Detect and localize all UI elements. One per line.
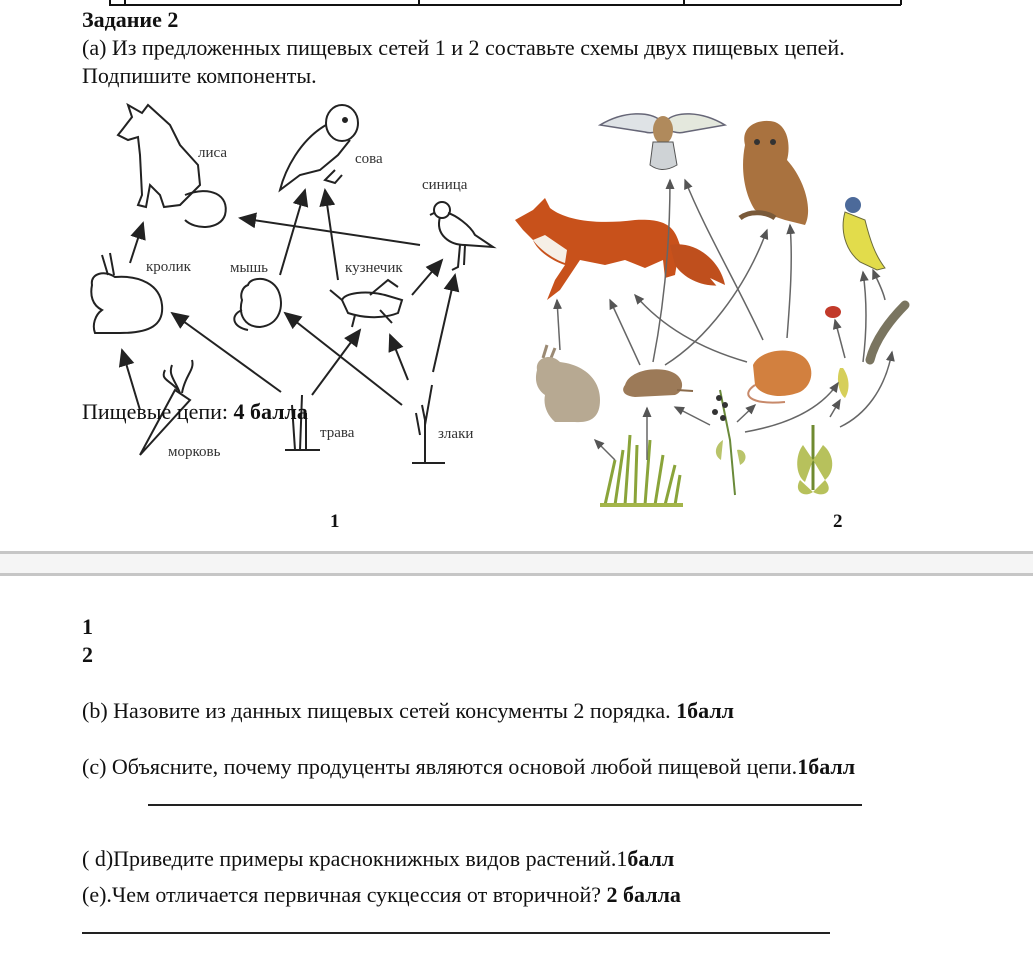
part-e bbox=[82, 882, 681, 908]
part-a-line2: Подпишите компоненты. bbox=[82, 63, 317, 88]
page-break bbox=[0, 554, 1033, 573]
part-a-line1: (а) Из предложенных пищевых сетей 1 и 2 составьте схемы двух пищевых цепей. bbox=[82, 35, 845, 60]
arrow-rabbit-fox bbox=[557, 300, 560, 350]
arrow-bramble-mouse bbox=[737, 405, 755, 422]
part-d bbox=[82, 846, 674, 872]
part-c bbox=[82, 754, 855, 780]
nettle-illustration bbox=[797, 425, 832, 494]
table-divider bbox=[900, 0, 902, 5]
label-cereals: злаки bbox=[438, 426, 474, 442]
ladybug-illustration bbox=[825, 306, 841, 318]
arrow-insect-tit bbox=[863, 272, 866, 362]
table-divider bbox=[683, 0, 685, 5]
label-rabbit: кролик bbox=[146, 259, 191, 275]
answer-number-1: 1 bbox=[82, 614, 93, 639]
label-mouse: мышь bbox=[230, 260, 268, 276]
kestrel-illustration bbox=[600, 114, 725, 170]
label-owl: сова bbox=[355, 151, 383, 167]
mouse-illustration bbox=[234, 279, 281, 330]
arrow-rabbit-fox bbox=[130, 223, 143, 263]
arrow-mouse-owl bbox=[787, 225, 791, 338]
chains-score bbox=[82, 399, 308, 425]
arrow-grass-rabbit bbox=[595, 440, 615, 460]
grasshopper-illustration bbox=[330, 280, 402, 327]
chains-score-points: 4 балла bbox=[233, 399, 308, 424]
fox-illustration bbox=[515, 198, 725, 300]
part-d-points: балл bbox=[627, 846, 675, 871]
part-c-text: (c) Объясните, почему продуценты являются основой любой пищевой цепи. bbox=[82, 754, 798, 779]
owl-illustration bbox=[280, 105, 358, 190]
label-tit: синица bbox=[422, 177, 468, 193]
label-grass: трава bbox=[320, 425, 355, 441]
arrow-vole-fox bbox=[610, 300, 640, 365]
part-e-text: (e).Чем отличается первичная сукцессия от вторичной? bbox=[82, 882, 607, 907]
cereals-illustration bbox=[412, 385, 445, 463]
wood-mouse-illustration bbox=[748, 351, 811, 403]
arrow-mouse-fox bbox=[635, 295, 747, 362]
arrow-mouse-owl bbox=[280, 190, 305, 275]
part-b-text: (b) Назовите из данных пищевых сетей консументы 2 порядка. bbox=[82, 698, 677, 723]
label-fox: лиса bbox=[198, 145, 228, 161]
arrow-grasshopper-owl bbox=[325, 190, 338, 280]
task-title: Задание 2 bbox=[82, 7, 179, 32]
part-d-text: ( d)Приведите примеры краснокнижных видов растений.1 bbox=[82, 846, 628, 871]
part-e-points: 2 балла bbox=[606, 882, 681, 907]
table-divider bbox=[124, 0, 126, 5]
food-web-2-diagram bbox=[505, 100, 920, 540]
label-grasshopper: кузнечик bbox=[345, 260, 403, 276]
tawny-owl-illustration bbox=[740, 121, 808, 225]
part-b bbox=[82, 698, 734, 724]
arrow-caterpillar-tit bbox=[873, 270, 885, 300]
rabbit-illustration bbox=[536, 345, 600, 422]
vole-illustration bbox=[623, 369, 693, 397]
arrow-cereals-grasshopper bbox=[390, 335, 408, 380]
part-c-points: 1балл bbox=[797, 754, 856, 779]
arrow-grasshopper-tit bbox=[412, 260, 442, 295]
arrow-cereals-tit bbox=[433, 275, 455, 372]
label-carrot: морковь bbox=[168, 444, 221, 460]
arrow-nettle-plant bbox=[830, 400, 840, 417]
food-web-2-number: 2 bbox=[833, 511, 843, 532]
table-divider bbox=[109, 0, 111, 5]
plant-illustration bbox=[838, 368, 849, 398]
answer-line-e[interactable] bbox=[82, 932, 830, 934]
table-bottom-border bbox=[109, 4, 901, 6]
fox-illustration bbox=[118, 105, 226, 227]
bramble-illustration bbox=[712, 390, 746, 495]
tit-illustration bbox=[430, 202, 493, 270]
chains-score-label: Пищевые цепи: bbox=[82, 399, 234, 424]
caterpillar-illustration bbox=[870, 305, 905, 360]
arrow-grass-rabbit bbox=[172, 313, 281, 392]
food-web-1-number: 1 bbox=[330, 511, 340, 532]
table-divider bbox=[418, 0, 420, 5]
answer-number-2: 2 bbox=[82, 642, 93, 667]
arrow-bramble-vole bbox=[675, 407, 710, 425]
answer-line-c[interactable] bbox=[148, 804, 862, 806]
part-b-points: 1балл bbox=[676, 698, 735, 723]
arrow-cereals-mouse bbox=[285, 313, 402, 405]
arrow-plant-ladybug bbox=[835, 320, 845, 358]
blue-tit-illustration bbox=[843, 197, 885, 270]
page-break-border-bottom bbox=[0, 573, 1033, 576]
food-web-1-diagram bbox=[80, 95, 510, 545]
grass-illustration bbox=[600, 435, 683, 505]
